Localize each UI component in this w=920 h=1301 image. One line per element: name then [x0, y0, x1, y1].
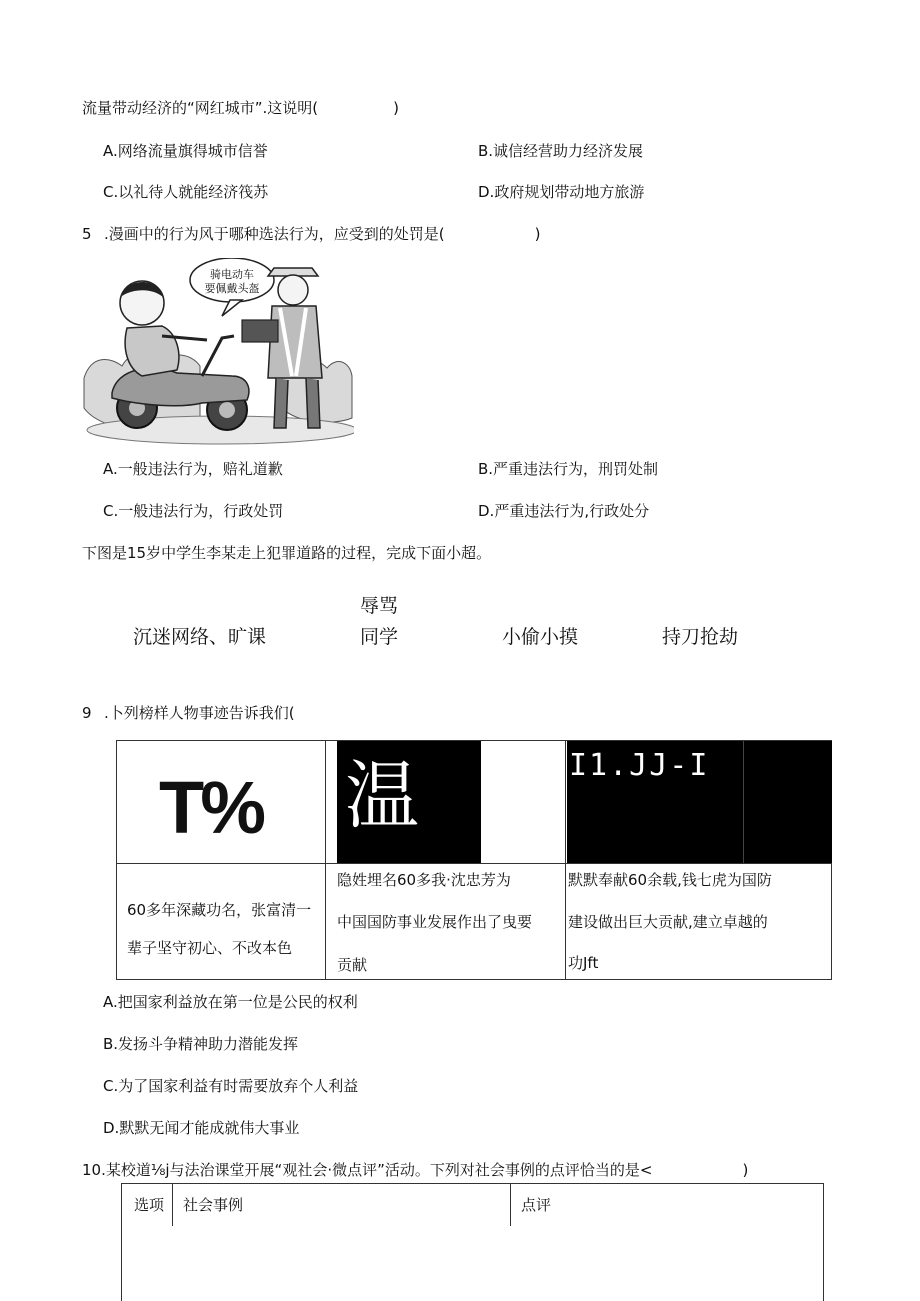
table-header-option: 选项: [134, 1196, 165, 1214]
q4-option-a[interactable]: A.网络流量旗得城市信誉: [103, 142, 268, 160]
caption-2-line-3: 贡献: [337, 956, 368, 974]
caption-1-line-1: 60多年深藏功名，张富清一: [127, 901, 312, 919]
table-divider: [117, 863, 831, 864]
table-divider: [565, 741, 566, 979]
caption-1-line-2: 辈子坚守初心、不改本色: [127, 939, 293, 957]
event-table: [121, 1183, 824, 1301]
q5-option-a[interactable]: A.一般违法行为，赔礼道歉: [103, 460, 283, 478]
flow-step-2-top: 辱骂: [360, 595, 399, 617]
q5-option-c[interactable]: C.一般违法行为，行政处罚: [103, 502, 284, 520]
caption-2-line-1: 隐姓埋名60多我·沈忠芳为: [337, 871, 511, 889]
q5-option-b[interactable]: B.严重违法行为，刑罚处制: [478, 460, 659, 478]
portrait-image-1: T%: [159, 766, 262, 849]
q4-option-b[interactable]: B.诚信经营助力经济发展: [478, 142, 644, 160]
portrait-image-2-text: 温: [345, 753, 419, 839]
image-3-divider: [743, 741, 744, 863]
q9-option-c[interactable]: C.为了国家利益有时需要放弃个人利益: [103, 1077, 359, 1095]
q9-option-a[interactable]: A.把国家利益放在第一位是公民的权利: [103, 993, 358, 1011]
caption-3-line-3: 功Jft: [568, 954, 599, 972]
q5-option-d[interactable]: D.严重违法行为,行政处分: [478, 502, 650, 520]
flow-step-1: 沉迷网络、旷课: [133, 626, 267, 648]
speech-line-2: 要佩戴头盔: [204, 282, 260, 295]
table-divider: [325, 741, 326, 979]
flow-step-4: 持刀抢劫: [662, 626, 739, 648]
helmet-cartoon-illustration: [82, 258, 354, 448]
caption-3-line-2: 建设做出巨大贡献,建立卓越的: [568, 913, 768, 931]
cartoon-svg: [82, 258, 354, 448]
portrait-image-3-text: I1.JJ-I: [569, 748, 710, 783]
q5-number: 5: [82, 225, 92, 243]
q4-option-c[interactable]: C.以礼待人就能经济筏苏: [103, 183, 269, 201]
flow-step-3: 小偷小摸: [502, 626, 579, 648]
caption-3-line-1: 默默奉献60余载,钱七虎为国防: [568, 871, 772, 889]
q4-stem-tail: 流量带动经济的“网红城市”.这说明( ): [82, 99, 400, 117]
q9-option-b[interactable]: B.发扬斗争精神助力潜能发挥: [103, 1035, 299, 1053]
table-header-comment: 点评: [521, 1196, 552, 1214]
q4-option-d[interactable]: D.政府规划带动地方旅游: [478, 183, 645, 201]
exemplar-table: [116, 740, 832, 980]
caption-2-line-2: 中国国防事业发展作出了曳要: [337, 913, 533, 931]
q5-stem: .漫画中的行为风于哪种选法行为，应受到的处罚是( ): [104, 225, 541, 243]
table-header-event: 社会事例: [183, 1196, 244, 1214]
flow-step-2-bottom: 同学: [360, 626, 399, 648]
q9-stem: .卜列榜样人物事迹告诉我们(: [104, 704, 295, 722]
q9-option-d[interactable]: D.默默无闻才能成就伟大事业: [103, 1119, 300, 1137]
q9-number: 9: [82, 704, 92, 722]
flow-intro: 下图是15岁中学生李某走上犯罪道路的过程，完成下面小超。: [82, 544, 492, 562]
q10-stem: 10.某校道⅛j与法治课堂开展“观社会·微点评”活动。下列对社会事例的点评恰当的是< ): [82, 1161, 749, 1179]
table-divider: [510, 1184, 511, 1226]
speech-line-1: 骑电动车: [210, 268, 254, 281]
table-divider: [172, 1184, 173, 1226]
